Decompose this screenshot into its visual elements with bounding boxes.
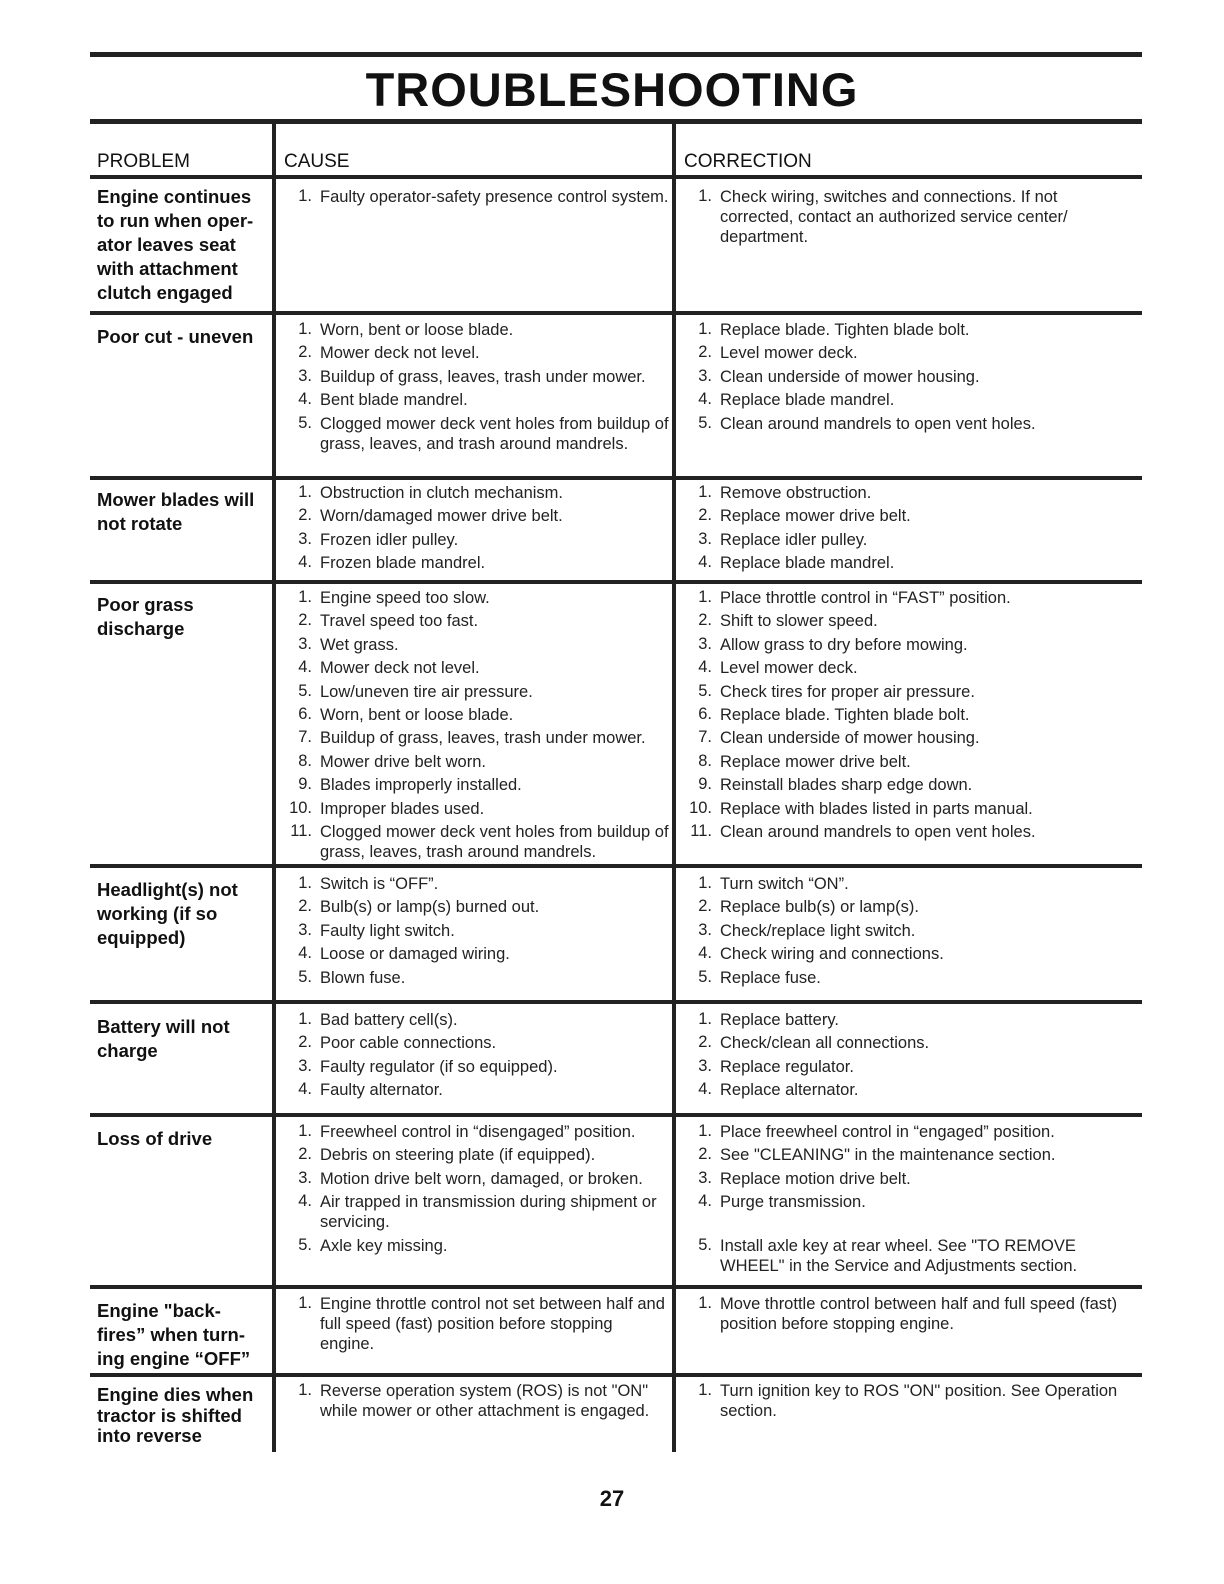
list-item: 10. Replace with blades listed in parts manual.: [689, 798, 1033, 818]
correction-list: [684, 481, 1124, 575]
list-item: 1. Engine speed too slow.: [298, 588, 490, 607]
list-item: 10. Improper blades used.: [289, 798, 485, 818]
row-rule: [90, 864, 1142, 868]
list-item: 1. Move throttle control between half and full speed (fast) position before stopping engine.: [698, 1294, 1118, 1333]
list-item: 2. Replace bulb(s) or lamp(s).: [698, 897, 919, 917]
list-item: 2. Mower deck not level.: [298, 343, 480, 363]
list-item: 1. Place freewheel control in “engaged” position.: [698, 1122, 1055, 1141]
list-item: 4. Replace alternator.: [698, 1080, 859, 1100]
top-rule: [90, 52, 1142, 57]
row-rule: [90, 1285, 1142, 1289]
list-item: 3. Frozen idler pulley.: [298, 529, 459, 549]
list-item: 1. Replace blade. Tighten blade bolt.: [698, 320, 970, 339]
list-item: 4. Frozen blade mandrel.: [298, 553, 486, 573]
list-item: 1. Obstruction in clutch mechanism.: [298, 483, 564, 502]
cause-list: [284, 1008, 670, 1102]
list-item: 4. Air trapped in transmission during shipment or servicing.: [298, 1192, 657, 1232]
list-item: 4. Mower deck not level.: [298, 658, 480, 678]
list-item: 4. Loose or damaged wiring.: [298, 944, 510, 964]
problem-label: Battery will not charge: [97, 1016, 230, 1061]
list-item: 1. Reverse operation system (ROS) is not "ON" while mower or other attachment is engaged.: [298, 1381, 650, 1420]
list-item: 5. Install axle key at rear wheel. See "TO REMOVE WHEEL" in the Service and Adjustments section.: [698, 1235, 1078, 1275]
list-item: 9. Blades improperly installed.: [298, 775, 522, 795]
row-rule: [90, 580, 1142, 584]
list-item: 3. Replace motion drive belt.: [698, 1168, 911, 1188]
column-divider-correction: [672, 122, 676, 1452]
list-item: 5. Clean around mandrels to open vent holes.: [698, 413, 1036, 433]
row-rule: [90, 1000, 1142, 1004]
cause-list: [284, 185, 670, 208]
row-rule: [90, 1373, 1142, 1377]
header-rule: [90, 175, 1142, 179]
header-cause: CAUSE: [284, 151, 350, 172]
list-item: 1. Turn switch “ON”.: [698, 874, 849, 893]
list-item: 5. Check tires for proper air pressure.: [698, 681, 975, 701]
cause-list: [284, 318, 670, 455]
column-divider-cause: [272, 122, 276, 1452]
list-item: 3. Wet grass.: [298, 634, 399, 654]
correction-list: [684, 1008, 1124, 1102]
list-item: 1. Turn ignition key to ROS "ON" position. See Operation section.: [698, 1381, 1118, 1420]
list-item: 3. Clean underside of mower housing.: [698, 366, 980, 386]
page-title: TROUBLESHOOTING: [365, 63, 859, 116]
cause-list: [284, 1120, 670, 1257]
correction-list: [684, 586, 1124, 843]
problem-label: Mower blades will not rotate: [97, 489, 255, 534]
list-item: 1. Faulty operator-safety presence control system.: [298, 187, 669, 206]
row-rule: [90, 311, 1142, 315]
list-item: 2. Check/clean all connections.: [698, 1033, 930, 1053]
list-item: 7. Buildup of grass, leaves, trash under mower.: [298, 728, 646, 748]
list-item: 1. Bad battery cell(s).: [298, 1010, 458, 1029]
list-item: 1. Check wiring, switches and connections. If not corrected, contact an authorized service center/ department.: [698, 187, 1068, 246]
list-item: 2. Worn/damaged mower drive belt.: [298, 506, 563, 526]
correction-list: [684, 185, 1124, 248]
list-item: 9. Reinstall blades sharp edge down.: [698, 775, 973, 795]
list-item: 3. Motion drive belt worn, damaged, or broken.: [298, 1168, 643, 1188]
cause-list: [284, 481, 670, 575]
list-item: 3. Buildup of grass, leaves, trash under mower.: [298, 366, 646, 386]
list-item: 8. Mower drive belt worn.: [298, 751, 486, 771]
list-item: 2. Shift to slower speed.: [698, 611, 878, 631]
list-item: 4. Replace blade mandrel.: [698, 553, 895, 573]
row-rule: [90, 1113, 1142, 1117]
cause-list: [284, 1292, 670, 1355]
list-item: 11. Clogged mower deck vent holes from buildup of grass, leaves, trash around mandrels.: [290, 821, 669, 861]
list-item: 5. Clogged mower deck vent holes from buildup of grass, leaves, and trash around mandrels.: [298, 413, 669, 453]
cause-list: [284, 872, 670, 989]
problem-label: Engine "back-fires” when turn-ing engine “OFF”: [97, 1300, 251, 1369]
list-item: 4. Check wiring and connections.: [698, 944, 944, 964]
list-item: 3. Check/replace light switch.: [698, 920, 916, 940]
correction-list: [684, 1120, 1124, 1277]
list-item: 4. Level mower deck.: [698, 658, 858, 678]
list-item: 2. Level mower deck.: [698, 343, 858, 363]
header-problem: PROBLEM: [97, 151, 190, 172]
correction-list: [684, 318, 1124, 435]
cause-list: [284, 586, 670, 863]
list-item: 8. Replace mower drive belt.: [698, 751, 911, 771]
list-item: 6. Replace blade. Tighten blade bolt.: [698, 704, 970, 724]
cause-list: [284, 1379, 670, 1422]
list-item: 2. Travel speed too fast.: [298, 611, 479, 631]
list-item: 11. Clean around mandrels to open vent holes.: [690, 821, 1036, 841]
list-item: 2. Debris on steering plate (if equipped).: [298, 1145, 596, 1165]
correction-list: [684, 1292, 1124, 1335]
list-item: 2. Replace mower drive belt.: [698, 506, 911, 526]
list-item: 3. Allow grass to dry before mowing.: [698, 634, 968, 654]
list-item: 5. Axle key missing.: [298, 1235, 448, 1255]
title-bottom-rule: [90, 119, 1142, 124]
list-item: 5. Low/uneven tire air pressure.: [298, 681, 533, 701]
list-item: 3. Faulty regulator (if so equipped).: [298, 1056, 558, 1076]
list-item: 3. Replace idler pulley.: [698, 529, 868, 549]
list-item: 7. Clean underside of mower housing.: [698, 728, 980, 748]
list-item: 5. Replace fuse.: [698, 967, 821, 987]
list-item: 2. Bulb(s) or lamp(s) burned out.: [298, 897, 540, 917]
list-item: 3. Faulty light switch.: [298, 920, 455, 940]
list-item: 4. Replace blade mandrel.: [698, 390, 895, 410]
list-item: 1. Place throttle control in “FAST” position.: [698, 588, 1011, 607]
list-item: 1. Remove obstruction.: [698, 483, 872, 502]
problem-label: Engine dies when tractor is shifted into reverse: [97, 1384, 254, 1446]
problem-label: Headlight(s) not working (if so equipped): [97, 879, 238, 948]
list-item: 1. Freewheel control in “disengaged” position.: [298, 1122, 636, 1141]
list-item: 2. See "CLEANING" in the maintenance section.: [698, 1145, 1056, 1165]
problem-label: Poor cut - uneven: [97, 326, 254, 347]
list-item: 3. Replace regulator.: [698, 1056, 854, 1076]
list-item: 4. Faulty alternator.: [298, 1080, 443, 1100]
list-item: 4. Bent blade mandrel.: [298, 390, 468, 410]
problem-label: Poor grass discharge: [97, 594, 194, 639]
header-correction: CORRECTION: [684, 151, 812, 172]
list-item: 2. Poor cable connections.: [298, 1033, 497, 1053]
row-rule: [90, 476, 1142, 480]
problem-label: Loss of drive: [97, 1128, 213, 1149]
list-item: 1. Engine throttle control not set between half and full speed (fast) position before stopping engine.: [298, 1294, 665, 1353]
list-item: 1. Worn, bent or loose blade.: [298, 320, 514, 339]
problem-label: Engine continues to run when oper-ator leaves seat with attachment clutch engaged: [97, 186, 254, 303]
correction-list: [684, 1379, 1124, 1422]
list-item: 1. Switch is “OFF”.: [298, 874, 439, 893]
list-item: 5. Blown fuse.: [298, 967, 406, 987]
page-number: 27: [599, 1486, 625, 1511]
list-item: 1. Replace battery.: [698, 1010, 839, 1029]
list-item: 6. Worn, bent or loose blade.: [298, 704, 514, 724]
list-item: 4. Purge transmission.: [698, 1192, 866, 1212]
correction-list: [684, 872, 1124, 989]
